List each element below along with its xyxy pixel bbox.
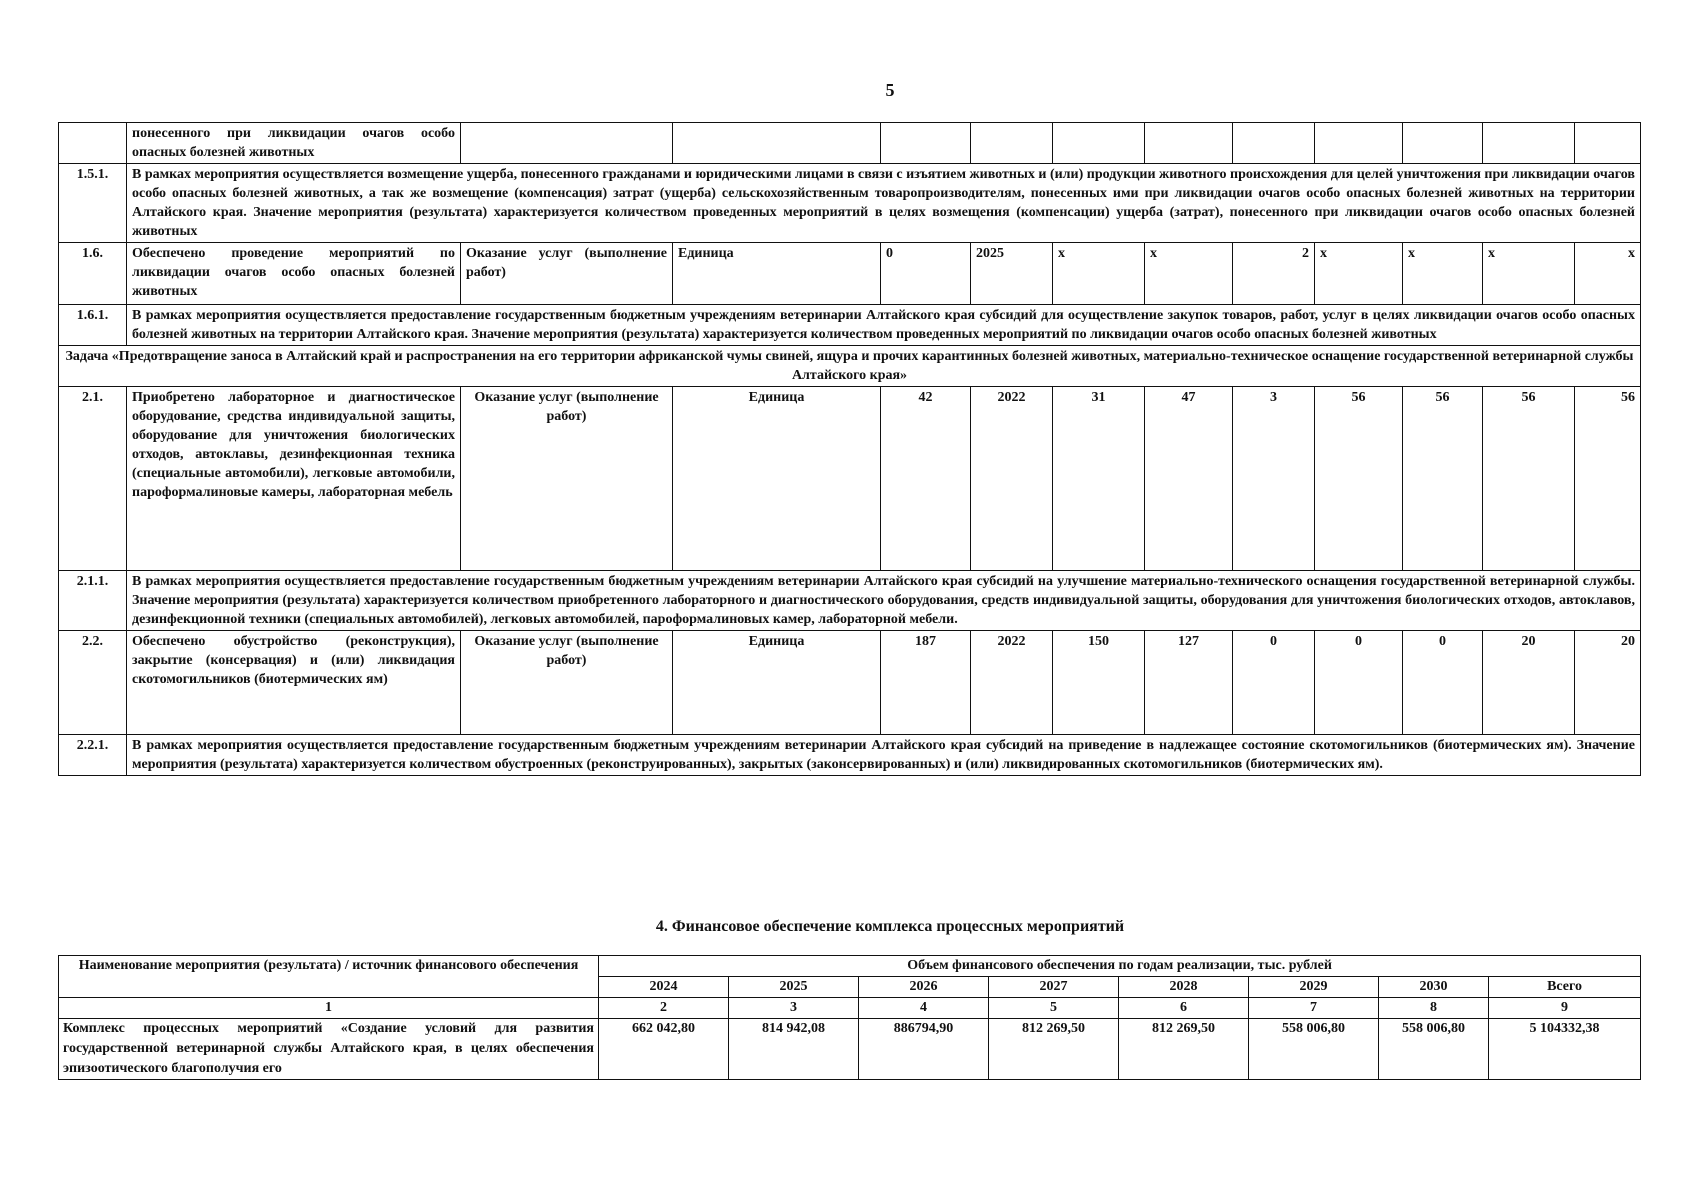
value-2025: 47 <box>1145 387 1233 571</box>
value-2028: 0 <box>1403 631 1483 735</box>
column-number: 4 <box>859 998 989 1019</box>
row-number: 1.5.1. <box>59 164 127 243</box>
year-header: 2028 <box>1119 977 1249 998</box>
amount-2029: 558 006,80 <box>1249 1019 1379 1080</box>
section-title: 4. Финансовое обеспечение комплекса процессных мероприятий <box>655 918 1125 935</box>
column-number: 8 <box>1379 998 1489 1019</box>
column-number: 6 <box>1119 998 1249 1019</box>
amount-2025: 814 942,08 <box>729 1019 859 1080</box>
value-2030: х <box>1575 243 1641 305</box>
amount-total: 5 104332,38 <box>1489 1019 1641 1080</box>
base-year-cell: 2022 <box>971 387 1053 571</box>
indicator-type: Оказание услуг (выполнение работ) <box>461 631 673 735</box>
description-cell: В рамках мероприятия осуществляется возмещение ущерба, понесенного гражданами и юридическими лицами в связи с изъятием животных и (или) продукции животного происхождения для целей уничтожения при ликвидации очагов особо опасных болезней животных, а так же возмещение (компенсация) затрат (ущерба) сельскохозяйственным товаропроизводителям, понесенных ими при ликвидации очагов особо опасных болезней животных на территории Алтайского края. Значение мероприятия (результата) характеризуется количеством проведенных мероприятий в целях возмещения (компенсации) ущерба (затрат), понесенного при ликвидации очагов особо опасных болезней животных <box>127 164 1641 243</box>
table-row <box>59 346 1641 387</box>
table-row <box>59 305 1641 346</box>
description-cell: В рамках мероприятия осуществляется предоставление государственным бюджетным учреждениям ветеринарии Алтайского края субсидий для осуществление закупок товаров, работ, услуг в целях ликвидации очагов особо опасных болезней животных на территории Алтайского края. Значение мероприятия (результата) характеризуется количеством проведенных мероприятий по ликвидации очагов особо опасных болезней животных <box>127 305 1641 346</box>
description-cell: В рамках мероприятия осуществляется предоставление государственным бюджетным учреждениям ветеринарии Алтайского края субсидий на приведение в надлежащее состояние скотомогильников (биотермических ям). Значение мероприятия (результата) характеризуется количеством обустроенных (реконструированных), закрытых (законсервированных) и (или) ликвидированных скотомогильников (биотермических ям). <box>127 735 1641 776</box>
value-2027: х <box>1315 243 1403 305</box>
unit-cell: Единица <box>673 243 881 305</box>
table-row <box>59 735 1641 776</box>
value-2029: х <box>1483 243 1575 305</box>
complex-name: Комплекс процессных мероприятий «Создание условий для развития государственной ветеринарной службы Алтайского края, в целях обеспечения эпизоотического благополучия его <box>59 1019 599 1080</box>
indicator-name: Приобретено лабораторное и диагностическое оборудование, средства индивидуальной защиты, оборудование для уничтожения биологических отходов, автоклавы, дезинфекционная техника (специальные автомобили), легковые автомобили, пароформалиновые камеры, лабораторная мебель <box>127 387 461 571</box>
table-row <box>59 387 1641 571</box>
value-2026: 3 <box>1233 387 1315 571</box>
amount-2026: 886794,90 <box>859 1019 989 1080</box>
row-number: 1.6. <box>59 243 127 305</box>
indicator-name: понесенного при ликвидации очагов особо опасных болезней животных <box>127 123 461 164</box>
row-number: 1.6.1. <box>59 305 127 346</box>
value-2026: 0 <box>1233 631 1315 735</box>
amount-2028: 812 269,50 <box>1119 1019 1249 1080</box>
page-number: 5 <box>885 80 895 100</box>
value-2025: х <box>1145 243 1233 305</box>
year-header: 2025 <box>729 977 859 998</box>
column-number-row <box>59 998 1641 1019</box>
header-name: Наименование мероприятия (результата) / источник финансового обеспечения <box>59 956 599 998</box>
row-number: 2.2.1. <box>59 735 127 776</box>
value-2027: 0 <box>1315 631 1403 735</box>
total-header: Всего <box>1489 977 1641 998</box>
value-2025: 127 <box>1145 631 1233 735</box>
row-number: 2.2. <box>59 631 127 735</box>
amount-2024: 662 042,80 <box>599 1019 729 1080</box>
unit-cell: Единица <box>673 631 881 735</box>
column-number: 3 <box>729 998 859 1019</box>
value-2029: 56 <box>1483 387 1575 571</box>
value-2030: 20 <box>1575 631 1641 735</box>
value-2028: 56 <box>1403 387 1483 571</box>
base-year-cell: 2025 <box>971 243 1053 305</box>
amount-2027: 812 269,50 <box>989 1019 1119 1080</box>
value-2030: 56 <box>1575 387 1641 571</box>
base-value-cell: 42 <box>881 387 971 571</box>
column-number: 9 <box>1489 998 1641 1019</box>
value-2024: 31 <box>1053 387 1145 571</box>
indicator-type: Оказание услуг (выполнение работ) <box>461 387 673 571</box>
value-2027: 56 <box>1315 387 1403 571</box>
table-header-row <box>59 956 1641 977</box>
column-number: 5 <box>989 998 1119 1019</box>
table-row <box>59 123 1641 164</box>
description-cell: В рамках мероприятия осуществляется предоставление государственным бюджетным учреждениям ветеринарии Алтайского края субсидий на улучшение материально-технического оснащения государственной ветеринарной службы. Значение мероприятия (результата) характеризуется количеством приобретенного лабораторного и диагностического оборудования, средств индивидуальной защиты, оборудования для уничтожения биологических отходов, автоклавов, дезинфекционной техники (специальных автомобилей), легковых автомобилей, пароформалиновых камер, лабораторной мебели. <box>127 571 1641 631</box>
table-row <box>59 164 1641 243</box>
indicators-table <box>58 122 1641 776</box>
header-volume: Объем финансового обеспечения по годам реализации, тыс. рублей <box>599 956 1641 977</box>
year-header: 2029 <box>1249 977 1379 998</box>
year-header: 2026 <box>859 977 989 998</box>
column-number: 2 <box>599 998 729 1019</box>
table-row <box>59 631 1641 735</box>
year-header: 2027 <box>989 977 1119 998</box>
value-2026: 2 <box>1233 243 1315 305</box>
base-value-cell: 0 <box>881 243 971 305</box>
value-2024: х <box>1053 243 1145 305</box>
indicator-name: Обеспечено проведение мероприятий по ликвидации очагов особо опасных болезней животных <box>127 243 461 305</box>
unit-cell: Единица <box>673 387 881 571</box>
table-row <box>59 243 1641 305</box>
task-heading: Задача «Предотвращение заноса в Алтайский край и распространения на его территории африканской чумы свиней, ящура и прочих карантинных болезней животных, материально-техническое оснащение государственной ветеринарной службы Алтайского края» <box>59 346 1641 387</box>
amount-2030: 558 006,80 <box>1379 1019 1489 1080</box>
indicator-type: Оказание услуг (выполнение работ) <box>461 243 673 305</box>
base-value-cell: 187 <box>881 631 971 735</box>
year-header: 2030 <box>1379 977 1489 998</box>
indicator-name: Обеспечено обустройство (реконструкция), закрытие (консервация) и (или) ликвидация скотомогильников (биотермических ям) <box>127 631 461 735</box>
value-2029: 20 <box>1483 631 1575 735</box>
year-header: 2024 <box>599 977 729 998</box>
row-number: 2.1.1. <box>59 571 127 631</box>
value-2028: х <box>1403 243 1483 305</box>
column-number: 7 <box>1249 998 1379 1019</box>
value-2024: 150 <box>1053 631 1145 735</box>
base-year-cell: 2022 <box>971 631 1053 735</box>
table-row <box>59 571 1641 631</box>
row-number: 2.1. <box>59 387 127 571</box>
finance-table <box>58 955 1641 1080</box>
table-row <box>59 1019 1641 1080</box>
row-number <box>59 123 127 164</box>
column-number: 1 <box>59 998 599 1019</box>
